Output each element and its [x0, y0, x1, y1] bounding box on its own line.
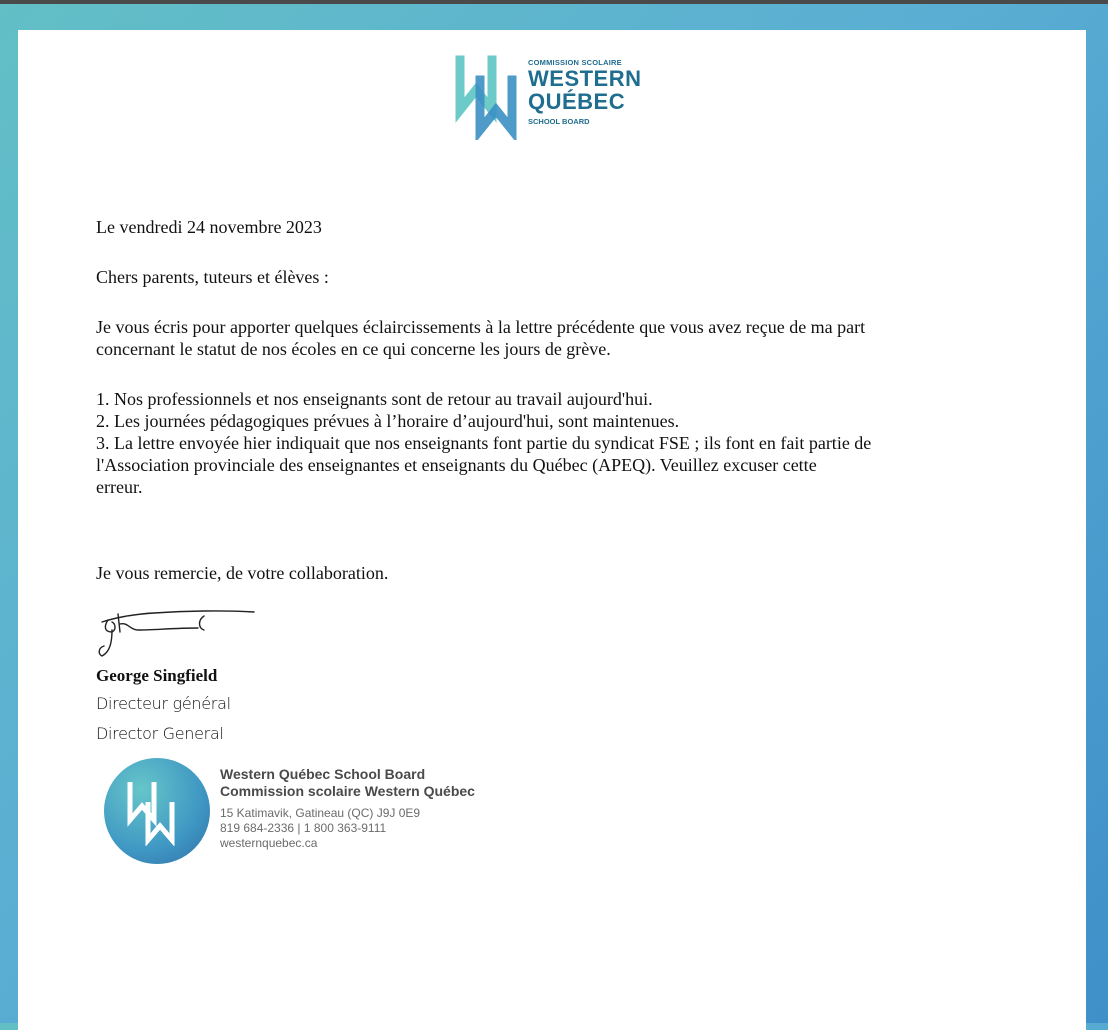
- signer-title-en: Director General: [96, 724, 224, 743]
- footer-address: 15 Katimavik, Gatineau (QC) J9J 0E9: [220, 806, 421, 820]
- logo-school-board-text: SCHOOL BOARD: [528, 117, 590, 126]
- footer-org-en: Western Québec School Board: [220, 766, 426, 782]
- footer-org-fr: Commission scolaire Western Québec: [220, 783, 475, 799]
- list-item-3-cont: l'Association provinciale des enseignantes et enseignants du Québec (APEQ). Veuillez excuser cette: [96, 455, 817, 475]
- letter-date: Le vendredi 24 novembre 2023: [96, 217, 322, 237]
- letter-greeting: Chers parents, tuteurs et élèves :: [96, 267, 329, 287]
- logo-commission-text: COMMISSION SCOLAIRE: [528, 58, 622, 67]
- ww-logo-icon: [122, 776, 192, 846]
- signer-title-fr: Directeur général: [96, 694, 231, 713]
- window-top-bar: [0, 0, 1108, 4]
- handwritten-signature: [94, 600, 264, 662]
- school-board-logo: [452, 50, 672, 140]
- letter-page: [18, 30, 1086, 1030]
- ww-logo-icon: [452, 50, 522, 140]
- footer-phones: 819 684-2336 | 1 800 363-9111: [220, 821, 387, 835]
- list-item-3-cont: erreur.: [96, 477, 143, 497]
- footer-logo-circle: [104, 758, 210, 864]
- logo-western-text: WESTERN: [528, 66, 642, 91]
- list-item-2: 2. Les journées pédagogiques prévues à l’horaire d’aujourd'hui, sont maintenues.: [96, 411, 680, 431]
- paragraph-line: concernant le statut de nos écoles en ce qui concerne les jours de grève.: [96, 339, 611, 359]
- list-item-1: 1. Nos professionnels et nos enseignants sont de retour au travail aujourd'hui.: [96, 389, 653, 409]
- closing-thanks: Je vous remercie, de votre collaboration.: [96, 563, 389, 583]
- logo-quebec-text: QUÉBEC: [528, 89, 626, 114]
- signer-name: George Singfield: [96, 666, 218, 685]
- paragraph-line: Je vous écris pour apporter quelques éclaircissements à la lettre précédente que vous avez reçue de ma part: [96, 317, 866, 337]
- list-item-3: 3. La lettre envoyée hier indiquait que nos enseignants font partie du syndicat FSE ; ils font en fait partie de: [96, 433, 872, 453]
- footer-website[interactable]: westernquebec.ca: [220, 836, 318, 850]
